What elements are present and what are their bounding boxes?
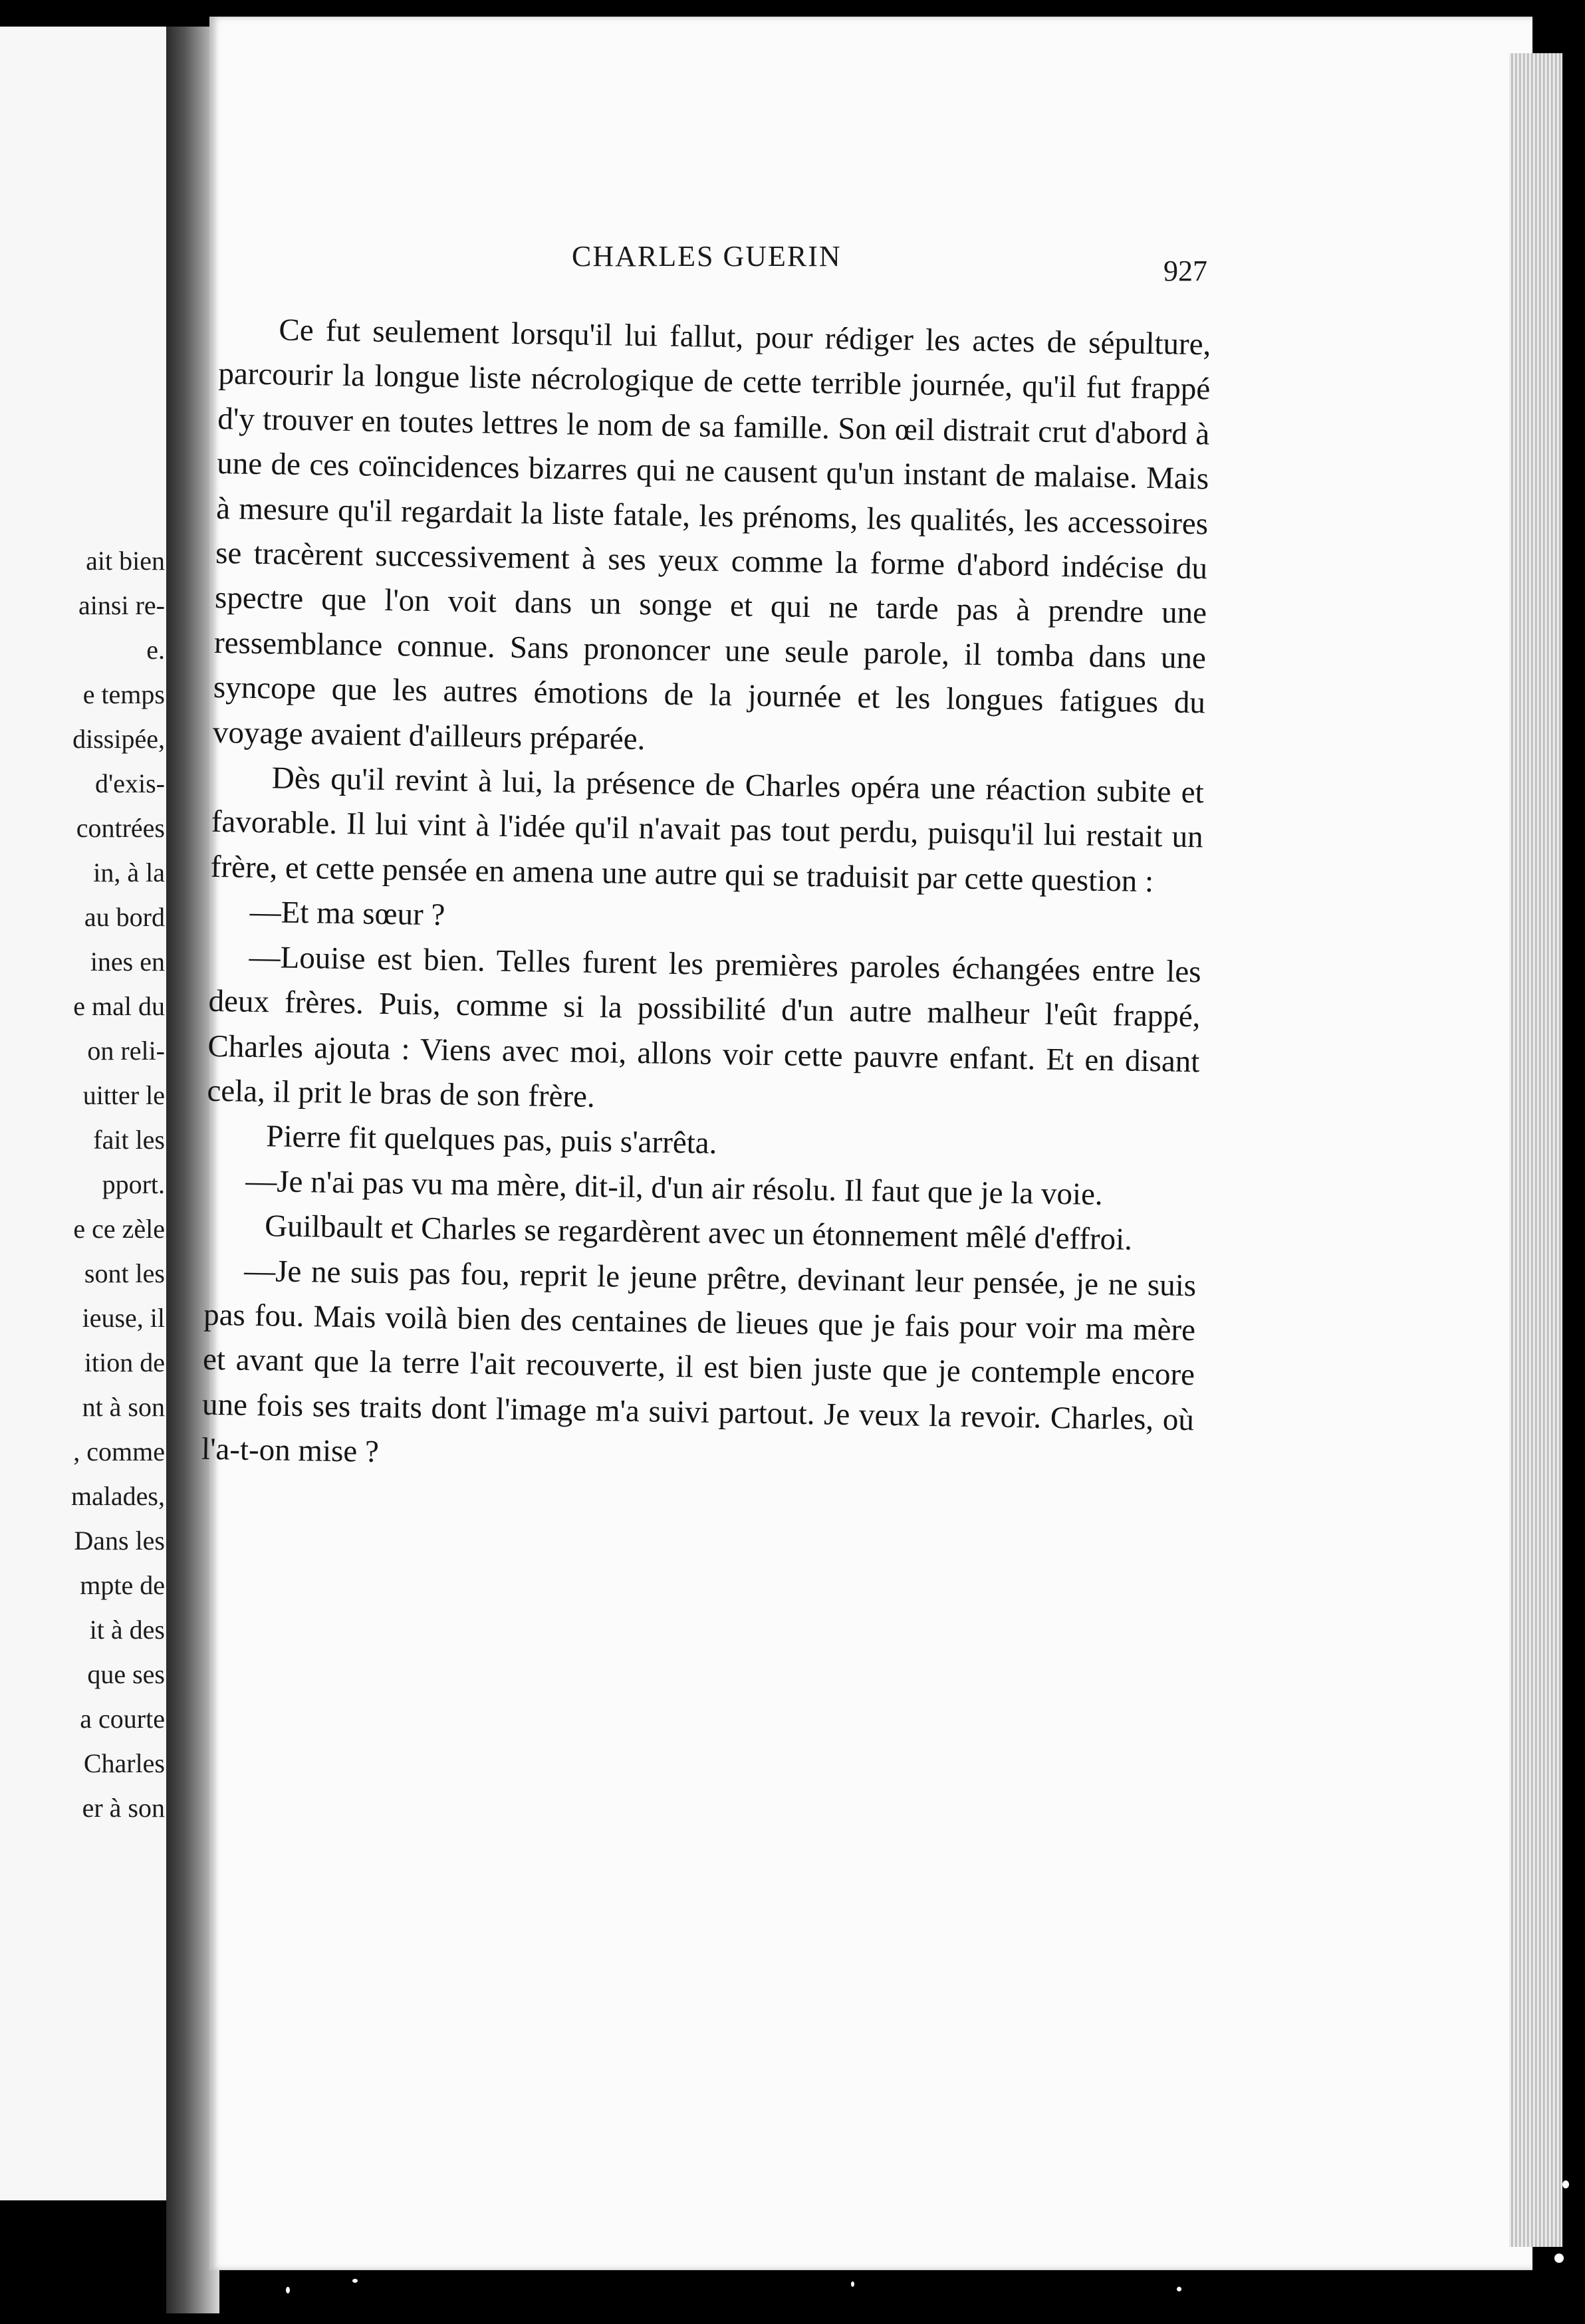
previous-page-text-fragments	[0, 538, 165, 1830]
previous-page-line: in, à la	[93, 858, 165, 887]
previous-page-line: e.	[146, 635, 165, 665]
previous-page-line: Dans les	[74, 1526, 165, 1556]
previous-page-line: on reli-	[87, 1036, 165, 1066]
previous-page-line: contrées	[76, 813, 165, 843]
previous-page-line: pport.	[102, 1169, 165, 1199]
previous-page-line: , comme	[73, 1437, 165, 1466]
dialogue-line: —Je n'ai pas vu ma mère, dit-il, d'un air résolu. Il faut que je la voie.	[245, 1163, 1104, 1212]
previous-page-line: Charles	[83, 1748, 165, 1778]
previous-page-line: e ce zèle	[73, 1214, 165, 1244]
previous-page-line: fait les	[93, 1125, 165, 1155]
previous-page-line: e mal du	[73, 991, 165, 1021]
dialogue-line: —Et ma sœur ?	[249, 895, 445, 933]
scan-speck	[1554, 2254, 1564, 2263]
previous-page-line: dissipée,	[72, 724, 165, 754]
scan-speck	[286, 2287, 290, 2293]
body-text	[201, 307, 1211, 1488]
paragraph: Guilbault et Charles se regardèrent avec un étonnement mêlé d'effroi.	[264, 1209, 1133, 1257]
paragraph: Dès qu'il revint à lui, la présence de Charles opéra une réaction subite et favorable. Il lui vint à l'idée qu'il n'avait pas tout perdu, puisqu'il lui restait un frère, et cette pensée en amena une autre qui se traduisit par cette question :	[210, 760, 1205, 899]
running-head: CHARLES GUERIN	[572, 240, 842, 273]
previous-page	[0, 27, 174, 2200]
dialogue-line: —Je ne suis pas fou, reprit le jeune prêtre, devinant leur pensée, je ne suis pas fou. Mais voilà bien des centaines de lieues que je fais pour voir ma mère et avant que la terre l'ait recouverte, il est bien juste que je contemple encore une fois ses traits dont l'image m'a suivi partout. Je veux la revoir. Charles, où l'a-t-on mise ?	[201, 1253, 1197, 1470]
paragraph: Pierre fit quelques pas, puis s'arrêta.	[266, 1119, 717, 1161]
dialogue-line: —Louise est bien. Telles furent les premières paroles échangées entre les deux frères. Puis, comme si la possibilité d'un autre malheur l'eût frappé, Charles ajouta : Viens avec moi, allons voir cette pauvre enfant. Et en disant cela, il prit le bras de son frère.	[207, 939, 1201, 1114]
previous-page-line: au bord	[84, 902, 165, 932]
previous-page-line: it à des	[89, 1615, 165, 1645]
previous-page-line: d'exis-	[95, 768, 165, 798]
previous-page-line: sont les	[84, 1258, 165, 1288]
previous-page-line: e temps	[82, 679, 165, 709]
scan-speck	[352, 2279, 358, 2283]
paragraph: Ce fut seulement lorsqu'il lui fallut, pour rédiger les actes de sépulture, parcourir la longue liste nécrologique de cette terrible journée, qu'il fut frappé d'y trouver en toutes lettres le nom de sa famille. Son œil distrait crut d'abord à une de ces coïncidences bizarres qui ne causent qu'un instant de malaise. Mais à mesure qu'il regardait la liste fatale, les prénoms, les qualités, les accessoires se tracèrent successivement à ses yeux comme la forme d'abord indécise du spectre que l'on voit dans un songe et qui ne tarde pas à prendre une ressemblance connue. Sans prononcer une seule parole, il tomba dans une syncope que les autres émotions de la journée et les longues fatigues du voyage avaient d'ailleurs préparée.	[212, 312, 1211, 756]
previous-page-line: er à son	[82, 1793, 165, 1823]
previous-page-line: que ses	[87, 1659, 165, 1689]
previous-page-line: ition de	[84, 1347, 165, 1377]
previous-page-line: ines en	[90, 947, 165, 977]
previous-page-line: ainsi re-	[78, 590, 165, 620]
previous-page-line: mpte de	[80, 1570, 165, 1600]
previous-page-line: nt à son	[82, 1392, 165, 1422]
scan-speck	[851, 2281, 854, 2287]
previous-page-line: ait bien	[86, 546, 165, 576]
previous-page-line: uitter le	[82, 1080, 165, 1110]
page-stack-edges	[1509, 53, 1562, 2247]
scan-speck	[1177, 2287, 1181, 2291]
previous-page-line: malades,	[70, 1481, 165, 1511]
scan-speck	[1562, 2180, 1569, 2188]
previous-page-line: ieuse, il	[82, 1303, 165, 1333]
previous-page-line: a courte	[80, 1704, 165, 1734]
page-number: 927	[1163, 255, 1207, 287]
